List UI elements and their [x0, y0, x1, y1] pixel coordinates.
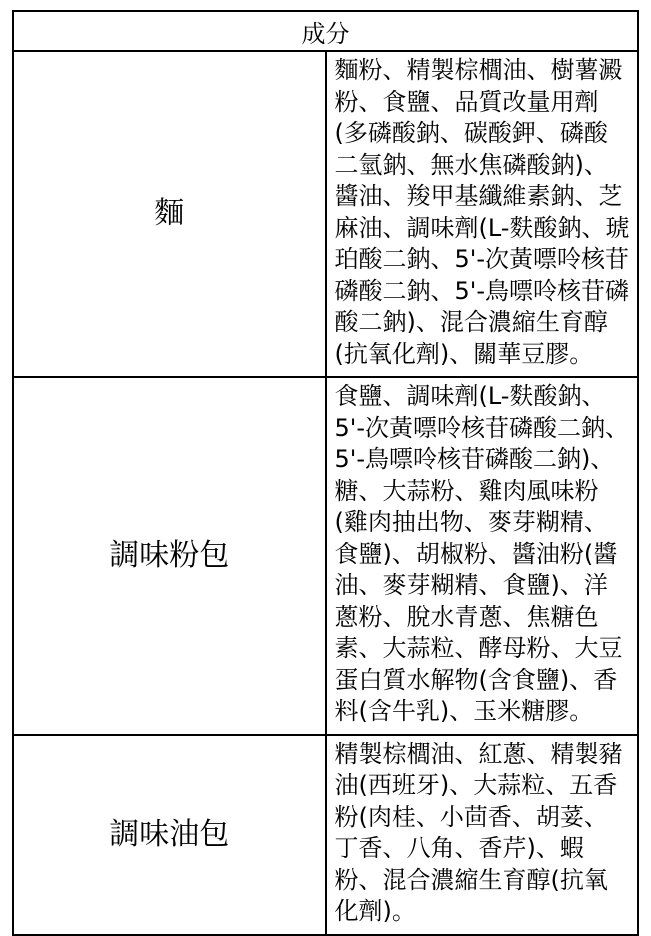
- table-header-row: [13, 11, 638, 51]
- row-label-noodle: 麵: [13, 51, 326, 377]
- table-row-seasoning-powder: [13, 377, 638, 735]
- ingredients-table: [12, 10, 639, 936]
- row-content-seasoning-powder: 食鹽、調味劑(L-麩酸鈉、5'-次黃嘌呤核苷磷酸二鈉、5'-鳥嘌呤核苷磷酸二鈉)、糖、大蒜粉、雞肉風味粉(雞肉抽出物、麥芽糊精、食鹽)、胡椒粉、醬油粉(醬油、麥芽糊精、食鹽)、洋蔥粉、脫水青蔥、焦糖色素、大蒜粒、酵母粉、大豆蛋白質水解物(含食鹽)、香料(含牛乳)、玉米糖膠。: [326, 377, 639, 735]
- row-label-seasoning-oil: 調味油包: [13, 735, 326, 935]
- table-header: 成分: [13, 11, 638, 51]
- row-label-seasoning-powder: 調味粉包: [13, 377, 326, 735]
- table-row-seasoning-oil: [13, 735, 638, 935]
- row-content-noodle: 麵粉、精製棕櫚油、樹薯澱粉、食鹽、品質改量用劑(多磷酸鈉、碳酸鉀、磷酸二氫鈉、無水焦磷酸鈉)、醬油、羧甲基纖維素鈉、芝麻油、調味劑(L-麩酸鈉、琥珀酸二鈉、5'-次黃嘌呤核苷磷酸二鈉、5'-鳥嘌呤核苷磷酸二鈉)、混合濃縮生育醇(抗氧化劑)、關華豆膠。: [326, 51, 639, 377]
- row-content-seasoning-oil: 精製棕櫚油、紅蔥、精製豬油(西班牙)、大蒜粒、五香粉(肉桂、小茴香、胡荽、丁香、八角、香芹)、蝦粉、混合濃縮生育醇(抗氧化劑)。: [326, 735, 639, 935]
- table-row-noodle: [13, 51, 638, 377]
